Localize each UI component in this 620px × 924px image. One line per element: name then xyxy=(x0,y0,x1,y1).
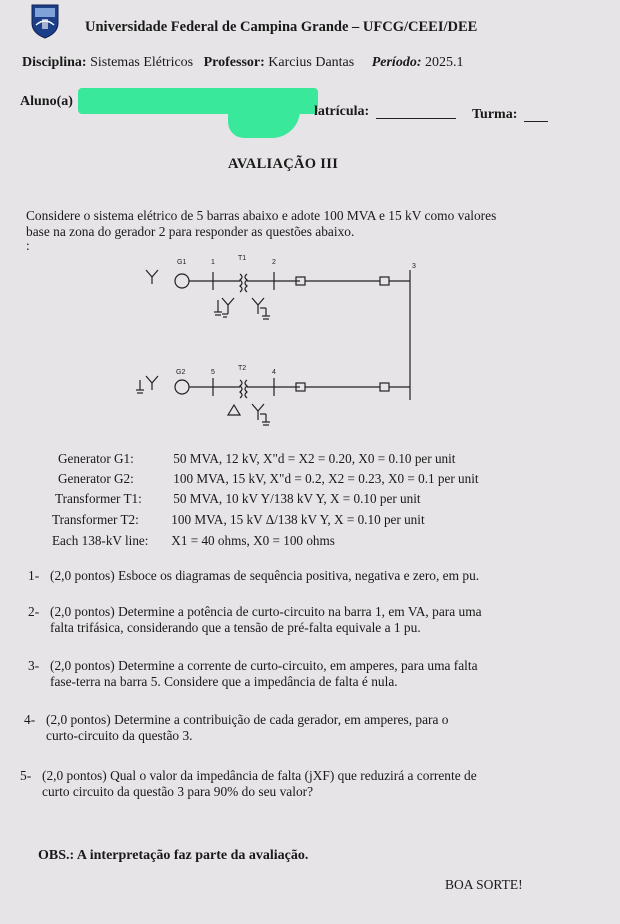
observation-note: OBS.: A interpretação faz parte da avaliação. xyxy=(38,848,309,863)
label-bus-5: 5 xyxy=(211,369,215,376)
question-text: curto-circuito da questão 3. xyxy=(46,728,193,743)
g2-label: Generator G2: xyxy=(58,471,134,486)
line-label: Each 138-kV line: xyxy=(52,533,149,548)
breaker-line-1b xyxy=(380,277,389,285)
t1-value: 50 MVA, 10 kV Y/138 kV Y, X = 0.10 per unit xyxy=(173,491,421,506)
periodo-label: Período: xyxy=(371,55,422,70)
course-info-row xyxy=(22,55,463,71)
question-number: 1- xyxy=(28,568,40,583)
label-g1: G1 xyxy=(177,259,187,266)
question-text: (2,0 pontos) Esboce os diagramas de sequência positiva, negativa e zero, em pu. xyxy=(50,568,480,583)
question-text: fase-terra na barra 5. Considere que a impedância de falta é nula. xyxy=(50,674,398,689)
g1-wye-symbol xyxy=(146,270,158,284)
question-text: (2,0 pontos) Determine a contribuição de cada gerador, em amperes, para o xyxy=(46,712,449,727)
t2-wye-ground xyxy=(252,404,270,425)
t1-wye-ground-right xyxy=(252,298,270,319)
professor-label: Professor: xyxy=(203,55,265,70)
t2-transformer-icon xyxy=(240,380,247,398)
g2-data-row xyxy=(58,471,479,487)
disciplina-label: Disciplina: xyxy=(22,55,87,70)
t1-transformer-icon xyxy=(240,274,247,292)
question-1 xyxy=(28,568,479,584)
question-text: falta trifásica, considerando que a tensão de pré-falta equivale a 1 pu. xyxy=(50,620,421,635)
intro-line-3: : xyxy=(26,238,30,253)
t2-label: Transformer T2: xyxy=(52,512,139,527)
t1-data-row xyxy=(55,491,421,507)
g1-data-row xyxy=(58,451,455,467)
matricula-label: latrícula: xyxy=(314,104,370,119)
t2-data-row xyxy=(52,512,425,528)
turma-blank xyxy=(524,121,548,122)
matricula-blank xyxy=(376,118,456,119)
label-bus-1: 1 xyxy=(211,259,215,266)
question-text: (2,0 pontos) Qual o valor da impedância de falta (jXF) que reduzirá a corrente de xyxy=(42,768,477,783)
t2-value: 100 MVA, 15 kV Δ/138 kV Y, X = 0.10 per unit xyxy=(171,512,425,527)
exam-title: AVALIAÇÃO III xyxy=(228,156,339,172)
professor-value: Karcius Dantas xyxy=(268,55,355,70)
single-line-diagram xyxy=(130,250,430,430)
label-bus-3: 3 xyxy=(412,263,416,270)
question-text: curto circuito da questão 3 para 90% do seu valor? xyxy=(42,784,314,799)
line-value: X1 = 40 ohms, X0 = 100 ohms xyxy=(171,533,335,548)
question-number: 4- xyxy=(24,712,36,727)
label-g2: G2 xyxy=(176,369,186,376)
t2-delta-icon xyxy=(228,405,240,415)
question-text: (2,0 pontos) Determine a potência de curto-circuito na barra 1, em VA, para uma xyxy=(50,604,482,619)
question-text: (2,0 pontos) Determine a corrente de curto-circuito, em amperes, para uma falta xyxy=(50,658,478,673)
label-bus-2: 2 xyxy=(272,259,276,266)
g2-wye-ground-symbol xyxy=(136,376,158,393)
g1-label: Generator G1: xyxy=(58,451,134,466)
t1-wye-ground-left xyxy=(214,298,234,317)
label-bus-4: 4 xyxy=(272,369,276,376)
disciplina-value: Sistemas Elétricos xyxy=(90,55,194,70)
t1-label: Transformer T1: xyxy=(55,491,142,506)
question-number: 2- xyxy=(28,604,40,619)
label-t1: T1 xyxy=(238,255,247,262)
label-t2: T2 xyxy=(238,365,247,372)
aluno-label: Aluno(a) xyxy=(20,94,73,109)
question-5 xyxy=(20,768,477,800)
closing-text: BOA SORTE! xyxy=(445,877,523,892)
question-number: 3- xyxy=(28,658,40,673)
turma-label: Turma: xyxy=(472,107,518,122)
university-logo xyxy=(30,3,60,39)
intro-line-1: Considere o sistema elétrico de 5 barras abaixo e adote 100 MVA e 15 kV como valores xyxy=(26,208,497,223)
question-number: 5- xyxy=(20,768,32,783)
periodo-value: 2025.1 xyxy=(424,55,464,70)
university-name: Universidade Federal de Campina Grande – UFCG/CEEI/DEE xyxy=(85,19,478,35)
question-3 xyxy=(28,658,478,690)
g2-generator-icon xyxy=(175,380,189,394)
question-2 xyxy=(28,604,482,636)
question-4 xyxy=(24,712,449,744)
redaction-mark-tail xyxy=(228,108,300,138)
g1-value: 50 MVA, 12 kV, X"d = X2 = 0.20, X0 = 0.10 per unit xyxy=(173,451,456,466)
g2-value: 100 MVA, 15 kV, X"d = 0.2, X2 = 0.23, X0 = 0.1 per unit xyxy=(173,471,479,486)
breaker-line-2b xyxy=(380,383,389,391)
line-data-row xyxy=(52,533,335,549)
intro-line-2: base na zona do gerador 2 para responder as questões abaixo. xyxy=(26,224,355,239)
g1-generator-icon xyxy=(175,274,189,288)
